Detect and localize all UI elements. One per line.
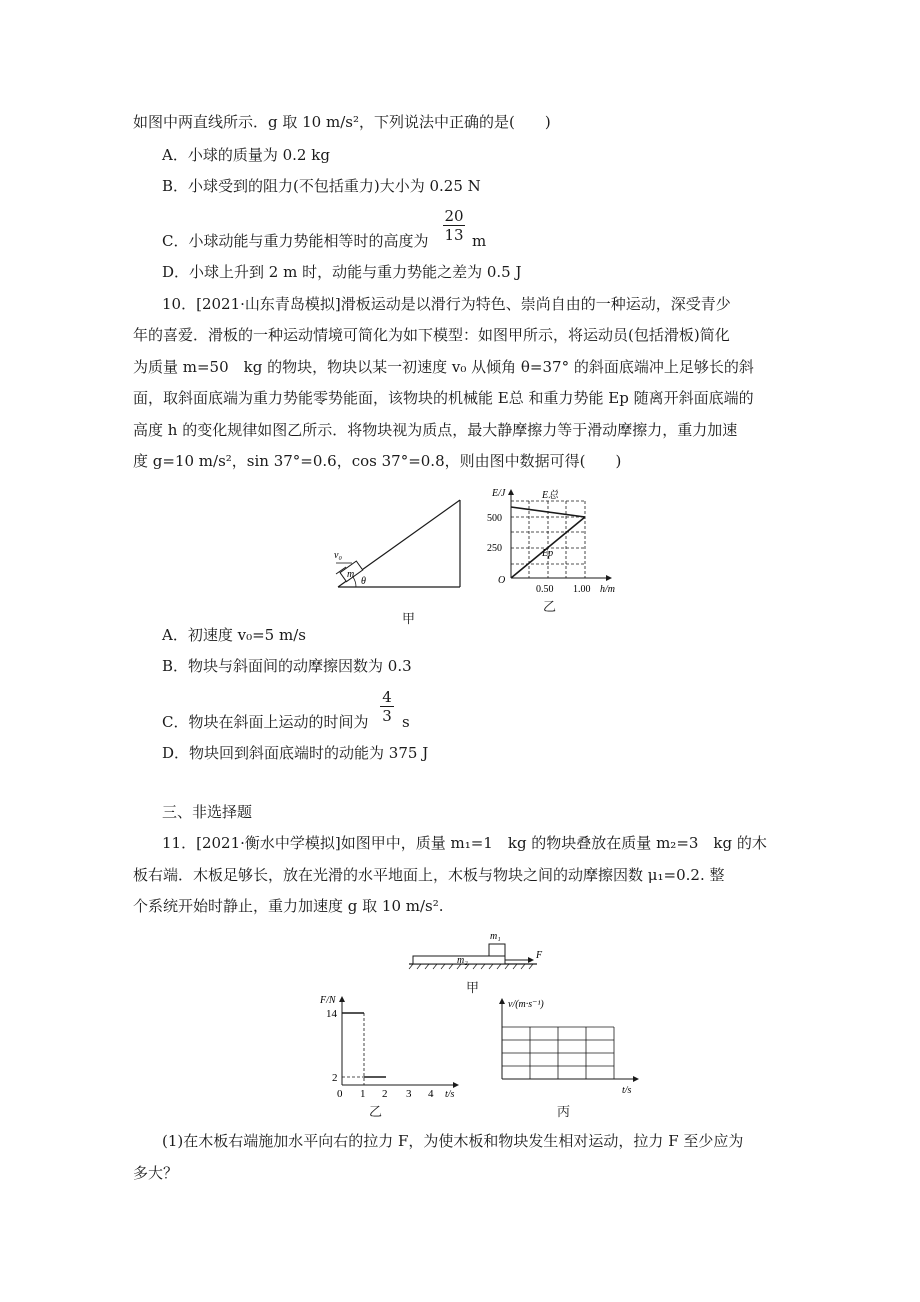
q9-option-c (162, 231, 428, 251)
q9-c-unit: m (472, 232, 487, 250)
force-xtick-1: 1 (360, 1088, 366, 1098)
q11-line-1: 11．[2021·衡水中学模拟]如图甲中，质量 m₁=1 kg 的物块叠放在质量 m₂=3 kg 的木 (162, 834, 767, 852)
q9-option-c-fraction (443, 207, 465, 244)
board-m2-label: m₂ (457, 955, 468, 966)
board-m1-label: m₁ (490, 931, 501, 942)
q11-line-2: 板右端．木板足够长，放在光滑的水平地面上，木板与物块之间的动摩擦因数 μ₁=0.2. 整 (133, 866, 725, 884)
energy-origin: O (498, 575, 506, 586)
q10-option-a: A．初速度 v₀=5 m/s (162, 626, 306, 644)
force-ytick-2: 2 (332, 1072, 338, 1084)
q10-figure-incline (330, 495, 475, 605)
q9-option-d: D．小球上升到 2 m 时，动能与重力势能之差为 0.5 J (162, 263, 522, 281)
energy-xtick-050: 0.50 (536, 584, 554, 595)
force-xtick-2: 2 (382, 1088, 388, 1098)
force-ylabel: F/N (320, 995, 336, 1006)
force-xlabel: t/s (445, 1089, 455, 1098)
velocity-ylabel: v/(m·s⁻¹) (508, 999, 544, 1010)
q11-sub1-line-1: (1)在木板右端施加水平向右的拉力 F，为使木板和物块发生相对运动，拉力 F 至少应为 (162, 1132, 744, 1150)
q10-fig-yi-caption: 乙 (543, 600, 557, 615)
energy-xlabel: h/m (600, 584, 615, 595)
velocity-xlabel: t/s (622, 1085, 632, 1096)
q9-option-b: B．小球受到的阻力(不包括重力)大小为 0.25 N (162, 177, 481, 195)
force-xtick-3: 3 (406, 1088, 412, 1098)
energy-xtick-100: 1.00 (573, 584, 591, 595)
q10-line-6: 度 g=10 m/s²，sin 37°=0.6，cos 37°=0.8，则由图中数据可得( ) (133, 452, 622, 470)
q10-option-c-text: C．物块在斜面上运动的时间为 (162, 713, 369, 731)
q11-figure-board (405, 925, 555, 973)
energy-ytick-500: 500 (487, 513, 502, 524)
q10-fig-jia-caption: 甲 (402, 612, 416, 627)
q10-option-b: B．物块与斜面间的动摩擦因数为 0.3 (162, 657, 412, 675)
incline-v0-label: v₀ (334, 550, 342, 561)
q11-sub1-line-2: 多大？ (133, 1164, 179, 1182)
q10-c-numerator: 4 (380, 688, 394, 707)
force-xtick-4: 4 (428, 1088, 434, 1098)
q11-fig-bing-caption: 丙 (557, 1105, 571, 1120)
q10-line-4: 面，取斜面底端为重力势能零势能面，该物块的机械能 E总 和重力势能 Ep 随离开斜面底端的 (133, 389, 754, 407)
incline-angle-label: θ (361, 576, 366, 587)
energy-ylabel: E/J (492, 488, 506, 499)
incline-mass-label: m (347, 569, 355, 580)
q9-option-c-text: C．小球动能与重力势能相等时的高度为 (162, 232, 429, 250)
q10-c-denominator: 3 (382, 707, 392, 725)
q9-stem-tail: 如图中两直线所示．g 取 10 m/s²，下列说法中正确的是( ) (133, 113, 551, 131)
q11-fig-yi-caption: 乙 (369, 1105, 383, 1120)
q10-line-2: 年的喜爱．滑板的一种运动情境可简化为如下模型：如图甲所示，将运动员(包括滑板)简化 (133, 326, 730, 344)
board-force-label: F (536, 950, 543, 961)
q10-c-unit: s (402, 713, 410, 731)
force-xtick-0: 0 (337, 1088, 343, 1098)
energy-potential-label: Ep (542, 548, 554, 559)
energy-total-label: E总 (542, 490, 559, 501)
q9-option-a: A．小球的质量为 0.2 kg (162, 146, 330, 164)
q10-option-c (162, 712, 368, 732)
q10-line-5: 高度 h 的变化规律如图乙所示．将物块视为质点，最大静摩擦力等于滑动摩擦力，重力加速 (133, 421, 738, 439)
section-title: 三、非选择题 (162, 803, 253, 821)
q10-line-1: 10．[2021·山东青岛模拟]滑板运动是以滑行为特色、崇尚自由的一种运动，深受青少 (162, 295, 731, 313)
q11-figure-force-chart (312, 993, 462, 1098)
force-ytick-14: 14 (326, 1008, 337, 1020)
energy-ytick-250: 250 (487, 543, 502, 554)
q10-option-c-fraction (380, 688, 394, 725)
q9-c-denominator: 13 (444, 226, 464, 244)
q11-fig-jia-caption: 甲 (466, 981, 480, 996)
q10-line-3: 为质量 m=50 kg 的物块，物块以某一初速度 v₀ 从倾角 θ=37° 的斜面底端冲上足够长的斜 (133, 358, 754, 376)
q10-figure-energy-chart (482, 484, 622, 604)
q9-c-numerator: 20 (444, 207, 464, 225)
q11-line-3: 个系统开始时静止，重力加速度 g 取 10 m/s². (133, 897, 444, 915)
q10-option-d: D．物块回到斜面底端时的动能为 375 J (162, 744, 429, 762)
q11-figure-velocity-grid (492, 993, 642, 1098)
